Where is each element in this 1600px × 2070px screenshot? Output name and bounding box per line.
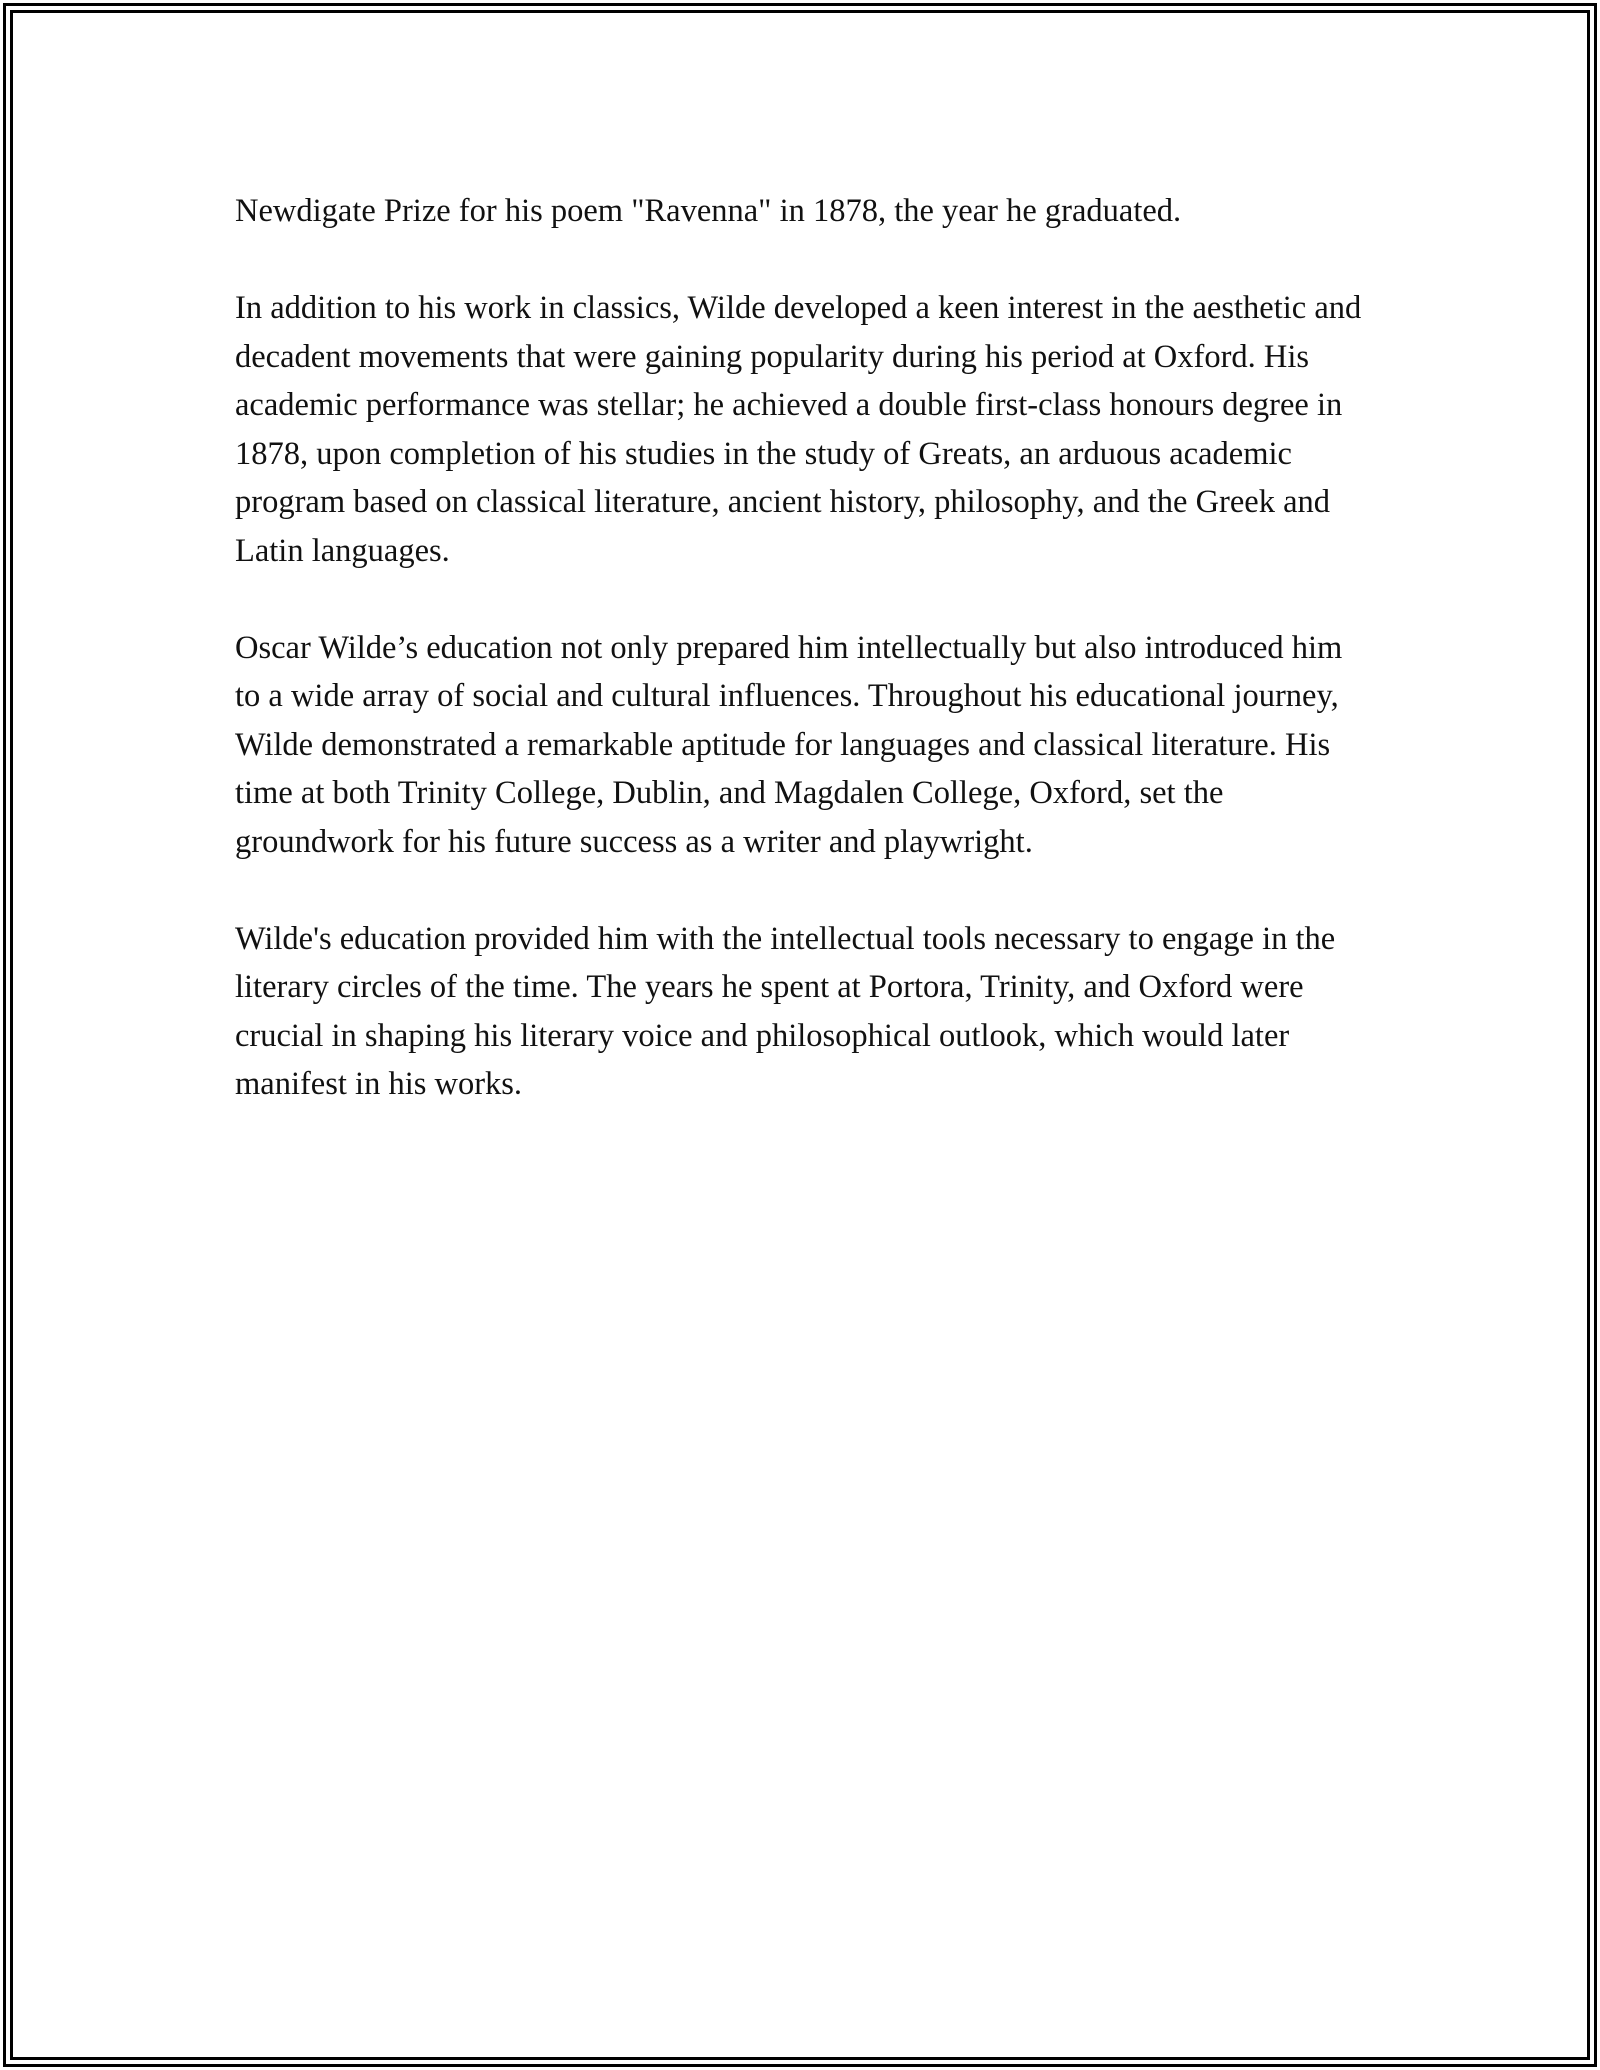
paragraph-literary-circles: Wilde's education provided him with the intellectual tools necessary to engage in the literary circles of the time. The years he spent at Portora, Trinity, and Oxford were crucial in shaping his literary voice and philosophical outlook, which would later manifest in his works.	[235, 920, 1336, 1102]
paragraph-classics-interest: In addition to his work in classics, Wilde developed a keen interest in the aesthetic and decadent movements that were gaining popularity during his period at Oxford. His academic performance was stellar; he achieved a double first-class honours degree in 1878, upon completion of his studies in the study of Greats, an arduous academic program based on classical literature, ancient history, philosophy, and the Greek and Latin languages.	[235, 290, 1362, 569]
document-body	[235, 187, 1375, 1109]
paragraph-newdigate-prize: Newdigate Prize for his poem "Ravenna" in 1878, the year he graduated.	[235, 193, 1182, 229]
paragraph-education-influences: Oscar Wilde’s education not only prepared him intellectually but also introduced him to a wide array of social and cultural influences. Throughout his educational journey, Wilde demonstrated a remarkable aptitude for languages and classical literature. His time at both Trinity College, Dublin, and Magdalen College, Oxford, set the groundwork for his future success as a writer and playwright.	[235, 629, 1343, 860]
